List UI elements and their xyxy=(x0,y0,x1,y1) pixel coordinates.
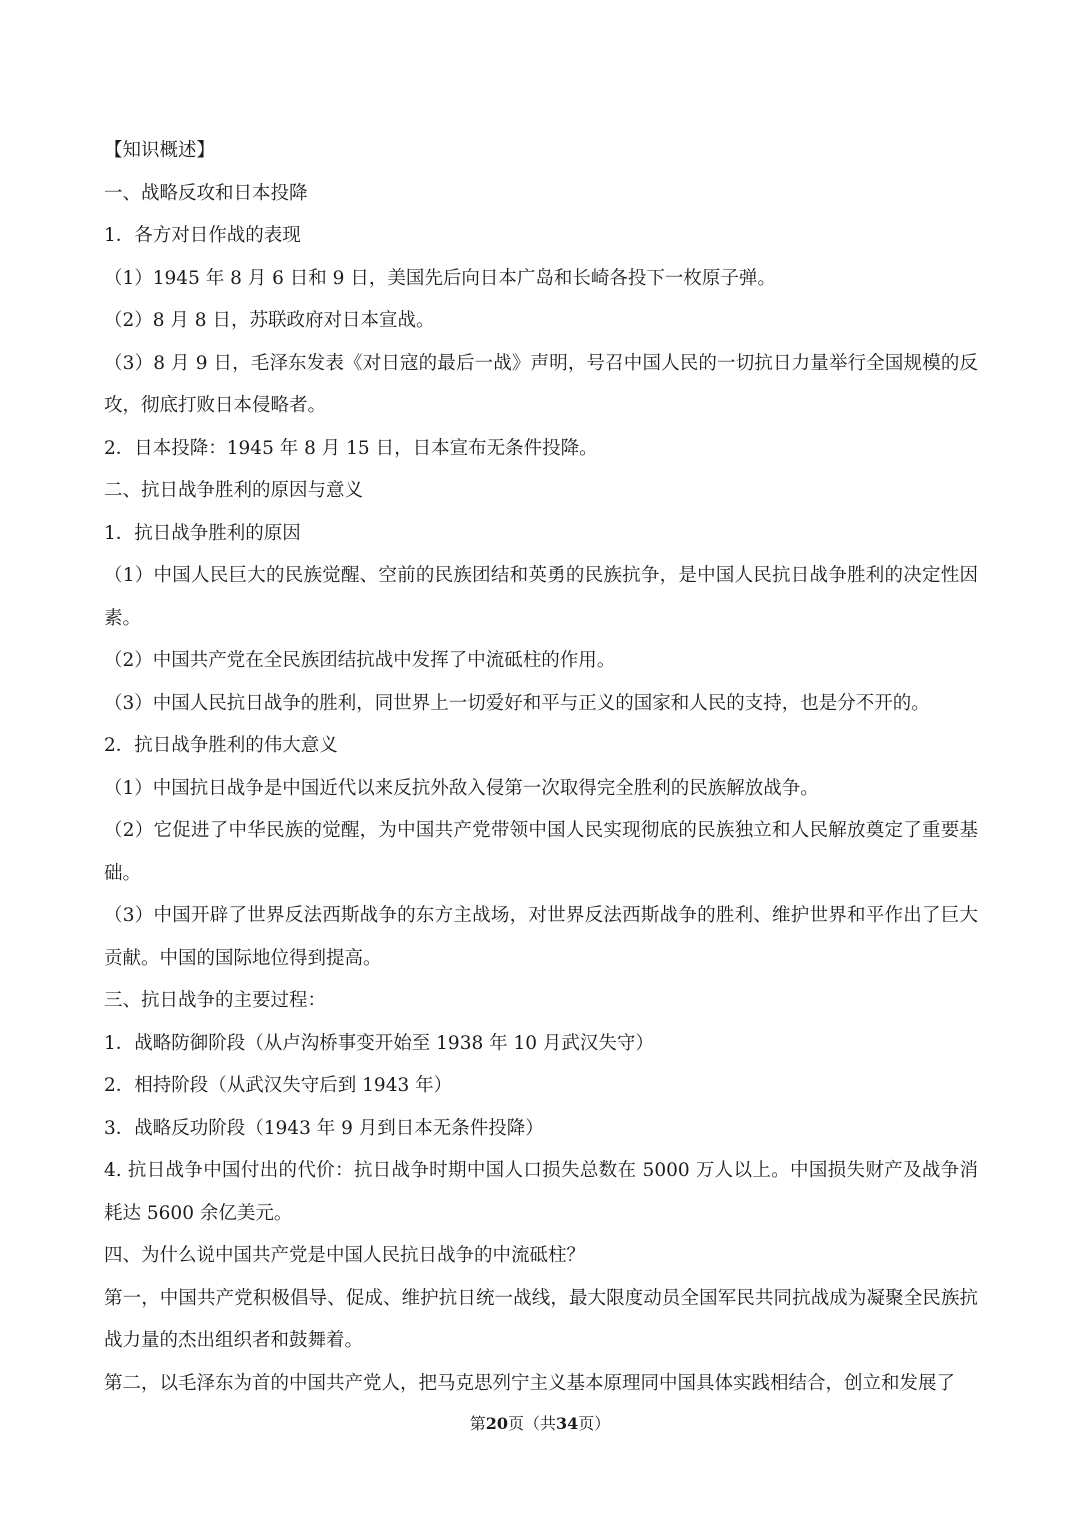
footer-middle: 页（共 xyxy=(507,1414,556,1433)
footer-total-pages: 34 xyxy=(556,1414,579,1433)
part3-stage-1: 1．战略防御阶段（从卢沟桥事变开始至 1938 年 10 月武汉失守） xyxy=(104,1032,654,1054)
page-footer xyxy=(0,1412,1080,1436)
part2-significance-3: （3）中国开辟了世界反法西斯战争的东方主战场，对世界反法西斯战争的胜利、维护世界和平作出了巨大贡献。中国的国际地位得到提高。 xyxy=(104,905,978,969)
footer-page-number: 20 xyxy=(485,1414,508,1433)
part3-stage-4: 4. 抗日战争中国付出的代价：抗日战争时期中国人口损失总数在 5000 万人以上。中国损失财产及战争消耗达 5600 余亿美元。 xyxy=(104,1160,978,1224)
part3-heading: 三、抗日战争的主要过程： xyxy=(104,990,327,1011)
part1-item-2: （2）8 月 8 日，苏联政府对日本宣战。 xyxy=(104,310,435,331)
part3-stage-3: 3．战略反功阶段（1943 年 9 月到日本无条件投降） xyxy=(104,1117,544,1139)
part3-stage-2: 2．相持阶段（从武汉失守后到 1943 年） xyxy=(104,1075,453,1096)
part4-heading: 四、为什么说中国共产党是中国人民抗日战争的中流砥柱？ xyxy=(104,1245,586,1266)
part2-significance-2: （2）它促进了中华民族的觉醒，为中国共产党带领中国人民实现彻底的民族独立和人民解放奠定了重要基础。 xyxy=(104,820,978,884)
part2-significance-1: （1）中国抗日战争是中国近代以来反抗外敌入侵第一次取得完全胜利的民族解放战争。 xyxy=(104,777,819,799)
part2-heading: 二、抗日战争胜利的原因与意义 xyxy=(104,480,364,501)
part4-point-2: 第二，以毛泽东为首的中国共产党人，把马克思列宁主义基本原理同中国具体实践相结合，创立和发展了 xyxy=(104,1372,956,1394)
section-title: 【知识概述】 xyxy=(104,140,216,161)
part1-subheading-1: 1．各方对日作战的表现 xyxy=(104,225,301,246)
part1-item-3: （3）8 月 9 日，毛泽东发表《对日寇的最后一战》声明，号召中国人民的一切抗日力量举行全国规模的反攻，彻底打败日本侵略者。 xyxy=(104,352,978,416)
part2-subheading-2: 2．抗日战争胜利的伟大意义 xyxy=(104,735,338,756)
footer-prefix: 第 xyxy=(469,1414,486,1433)
part1-item-1: （1）1945 年 8 月 6 日和 9 日，美国先后向日本广岛和长崎各投下一枚原子弹。 xyxy=(104,267,776,289)
part2-reason-2: （2）中国共产党在全民族团结抗战中发挥了中流砥柱的作用。 xyxy=(104,650,616,671)
footer-suffix: 页） xyxy=(578,1414,611,1433)
part1-heading: 一、战略反攻和日本投降 xyxy=(104,182,308,204)
part4-point-1: 第一，中国共产党积极倡导、促成、维护抗日统一战线，最大限度动员全国军民共同抗战成为凝聚全民族抗战力量的杰出组织者和鼓舞着。 xyxy=(104,1287,978,1351)
page-content xyxy=(104,130,978,1405)
part1-subheading-2: 2．日本投降：1945 年 8 月 15 日，日本宣布无条件投降。 xyxy=(104,437,598,459)
part2-subheading-1: 1．抗日战争胜利的原因 xyxy=(104,522,301,544)
part2-reason-1: （1）中国人民巨大的民族觉醒、空前的民族团结和英勇的民族抗争，是中国人民抗日战争胜利的决定性因素。 xyxy=(104,565,978,629)
part2-reason-3: （3）中国人民抗日战争的胜利，同世界上一切爱好和平与正义的国家和人民的支持，也是分不开的。 xyxy=(104,692,930,714)
